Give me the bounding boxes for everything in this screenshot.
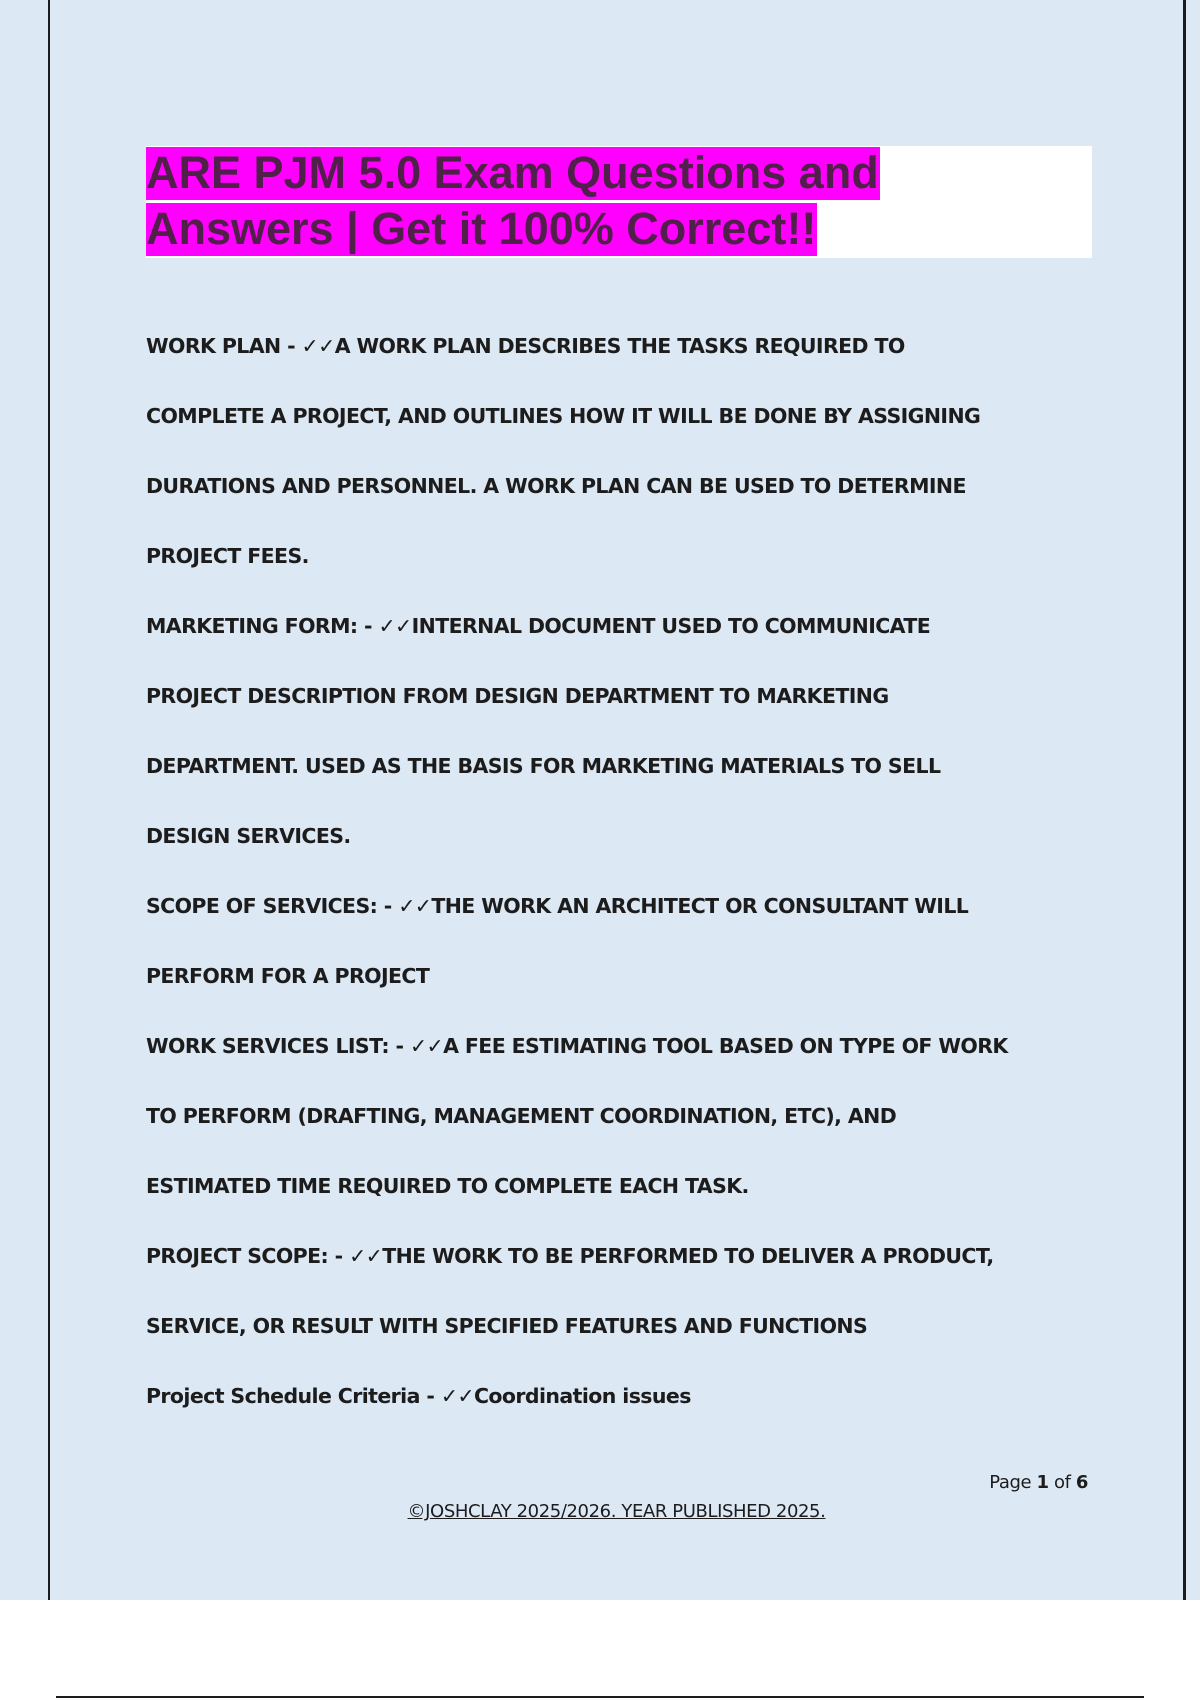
qa-line: SERVICE, OR RESULT WITH SPECIFIED FEATURES AND FUNCTIONS [146, 1314, 868, 1338]
qa-line: WORK PLAN - ✓✓A WORK PLAN DESCRIBES THE TASKS REQUIRED TO [146, 334, 905, 358]
qa-line: PROJECT SCOPE: - ✓✓THE WORK TO BE PERFORMED TO DELIVER A PRODUCT, [146, 1244, 994, 1268]
page-number-current: 1 [1036, 1472, 1049, 1493]
qa-line: DURATIONS AND PERSONNEL. A WORK PLAN CAN BE USED TO DETERMINE [146, 474, 966, 498]
qa-line: TO PERFORM (DRAFTING, MANAGEMENT COORDINATION, ETC), AND [146, 1104, 897, 1128]
page-number-of: of [1053, 1472, 1071, 1493]
bottom-divider [56, 1696, 1144, 1698]
page-number-total: 6 [1075, 1472, 1088, 1493]
qa-line: COMPLETE A PROJECT, AND OUTLINES HOW IT WILL BE DONE BY ASSIGNING [146, 404, 981, 428]
qa-line: SCOPE OF SERVICES: - ✓✓THE WORK AN ARCHITECT OR CONSULTANT WILL [146, 894, 969, 918]
qa-line: MARKETING FORM: - ✓✓INTERNAL DOCUMENT USED TO COMMUNICATE [146, 614, 931, 638]
qa-line: PERFORM FOR A PROJECT [146, 964, 430, 988]
left-page-border [48, 0, 50, 1600]
page-number [989, 1472, 1088, 1493]
right-page-border [1183, 0, 1186, 1600]
document-title-line-2 [146, 202, 817, 256]
qa-line: DESIGN SERVICES. [146, 824, 351, 848]
title-highlight-2: Answers | Get it 100% Correct!! [146, 203, 817, 254]
title-highlight-1: ARE PJM 5.0 Exam Questions and [146, 147, 879, 198]
qa-line: PROJECT DESCRIPTION FROM DESIGN DEPARTMENT TO MARKETING [146, 684, 889, 708]
qa-line: Project Schedule Criteria - ✓✓Coordination issues [146, 1384, 691, 1408]
qa-line: DEPARTMENT. USED AS THE BASIS FOR MARKETING MATERIALS TO SELL [146, 754, 941, 778]
question-answer-list [146, 326, 1086, 1446]
document-title-line-1 [146, 146, 880, 200]
copyright-footer: ©JOSHCLAY 2025/2026. YEAR PUBLISHED 2025. [407, 1501, 826, 1522]
qa-line: WORK SERVICES LIST: - ✓✓A FEE ESTIMATING TOOL BASED ON TYPE OF WORK [146, 1034, 1008, 1058]
qa-line: ESTIMATED TIME REQUIRED TO COMPLETE EACH TASK. [146, 1174, 749, 1198]
qa-line: PROJECT FEES. [146, 544, 309, 568]
page-number-prefix: Page [989, 1472, 1032, 1493]
